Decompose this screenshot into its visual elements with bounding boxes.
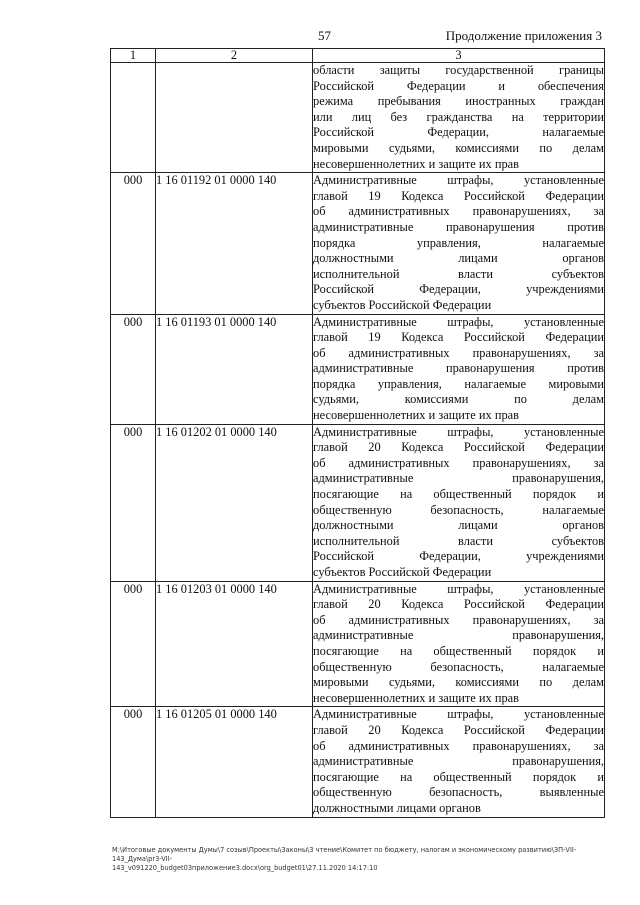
description-line: мировыми судьями, комиссиями по делам	[313, 675, 604, 690]
admin-code-cell: 000	[111, 173, 156, 314]
description-line: главой 19 Кодекса Российской Федерации	[313, 330, 604, 345]
description-line: Российской Федерации, учреждениями	[313, 549, 604, 564]
revenue-description-cell	[313, 707, 605, 817]
page-number: 57	[318, 28, 331, 43]
description-line: Административные штрафы, установленные	[313, 581, 604, 596]
description-line: об административных правонарушениях, за	[313, 738, 604, 753]
description-line: об административных правонарушениях, за	[313, 345, 604, 360]
table-row	[111, 314, 605, 424]
description-line: Российской Федерации, налагаемые	[313, 125, 604, 140]
description-line: административные правонарушения,	[313, 754, 604, 769]
budget-classification-code-cell: 1 16 01192 01 0000 140	[156, 173, 313, 314]
description-line: Административные штрафы, установленные	[313, 707, 604, 722]
revenue-description-cell	[313, 581, 605, 707]
table-row	[111, 581, 605, 707]
description-line: главой 19 Кодекса Российской Федерации	[313, 188, 604, 203]
description-line: Российской Федерации, учреждениями	[313, 282, 604, 297]
description-line: порядка управления, налагаемые	[313, 235, 604, 250]
revenue-description-cell	[313, 424, 605, 581]
description-line: об административных правонарушениях, за	[313, 612, 604, 627]
description-line: административные правонарушения,	[313, 628, 604, 643]
description-line: общественную безопасность, выявленные	[313, 785, 604, 800]
table-row	[111, 707, 605, 817]
description-line: или лиц без гражданства на территории	[313, 109, 604, 124]
description-line: общественную безопасность, налагаемые	[313, 502, 604, 517]
description-line: исполнительной власти субъектов	[313, 533, 604, 548]
table-row	[111, 63, 605, 173]
description-line: исполнительной власти субъектов	[313, 266, 604, 281]
continuation-label: Продолжение приложения 3	[445, 28, 602, 43]
description-line: об административных правонарушениях, за	[313, 204, 604, 219]
description-line: области защиты государственной границы	[313, 63, 604, 77]
description-line: Административные штрафы, установленные	[313, 314, 604, 329]
file-path-line-1: М:\Итоговые документы Думы\7 созыв\Проекты\Законы\3 чтение\Комитет по бюджету, налогам и экономическому развитию\ЗП-VII-143_Дума\pr3-VII-	[112, 846, 577, 863]
column-header-2: 2	[156, 49, 313, 63]
table-row	[111, 173, 605, 314]
budget-classification-code-cell: 1 16 01205 01 0000 140	[156, 707, 313, 817]
description-line: должностными лицами органов	[313, 251, 604, 266]
description-line: об административных правонарушениях, за	[313, 455, 604, 470]
column-header-1: 1	[111, 49, 156, 63]
description-line: Российской Федерации и обеспечения	[313, 78, 604, 93]
budget-classification-code-cell: 1 16 01202 01 0000 140	[156, 424, 313, 581]
admin-code-cell: 000	[111, 707, 156, 817]
description-line: несовершеннолетних и защите их прав	[313, 156, 520, 171]
description-line: судьями, комиссиями по делам	[313, 392, 604, 407]
description-line: главой 20 Кодекса Российской Федерации	[313, 722, 604, 737]
description-line: несовершеннолетних и защите их прав	[313, 690, 520, 705]
description-line: посягающие на общественный порядок и	[313, 487, 604, 502]
revenue-description-cell	[313, 173, 605, 314]
description-line: несовершеннолетних и защите их прав	[313, 408, 520, 423]
table-header-row	[111, 49, 605, 63]
table-row	[111, 424, 605, 581]
description-line: главой 20 Кодекса Российской Федерации	[313, 597, 604, 612]
budget-classification-code-cell: 1 16 01203 01 0000 140	[156, 581, 313, 707]
admin-code-cell	[111, 63, 156, 173]
description-line: главой 20 Кодекса Российской Федерации	[313, 440, 604, 455]
admin-code-cell: 000	[111, 314, 156, 424]
admin-code-cell: 000	[111, 581, 156, 707]
description-line: Административные штрафы, установленные	[313, 173, 604, 188]
description-line: общественную безопасность, налагаемые	[313, 659, 604, 674]
admin-code-cell: 000	[111, 424, 156, 581]
description-line: должностными лицами органов	[313, 800, 481, 815]
description-line: административные правонарушения против	[313, 361, 604, 376]
description-line: режима пребывания иностранных граждан	[313, 94, 604, 109]
description-line: посягающие на общественный порядок и	[313, 643, 604, 658]
budget-classification-code-cell: 1 16 01193 01 0000 140	[156, 314, 313, 424]
column-header-3: 3	[313, 49, 605, 63]
budget-table	[110, 48, 605, 818]
revenue-description-cell	[313, 63, 605, 173]
description-line: субъектов Российской Федерации	[313, 297, 492, 312]
description-line: мировыми судьями, комиссиями по делам	[313, 140, 604, 155]
budget-classification-code-cell	[156, 63, 313, 173]
revenue-description-cell	[313, 314, 605, 424]
description-line: порядка управления, налагаемые мировыми	[313, 376, 604, 391]
description-line: административные правонарушения,	[313, 471, 604, 486]
description-line: посягающие на общественный порядок и	[313, 769, 604, 784]
file-path-line-2: 143_v091220_budget03приложение3.docx\org_budget01\27.11.2020 14:17:10	[112, 864, 378, 872]
description-line: должностными лицами органов	[313, 518, 604, 533]
file-path-footer	[112, 846, 612, 873]
description-line: субъектов Российской Федерации	[313, 565, 492, 579]
description-line: Административные штрафы, установленные	[313, 424, 604, 439]
description-line: административные правонарушения против	[313, 219, 604, 234]
table-body	[111, 63, 605, 818]
